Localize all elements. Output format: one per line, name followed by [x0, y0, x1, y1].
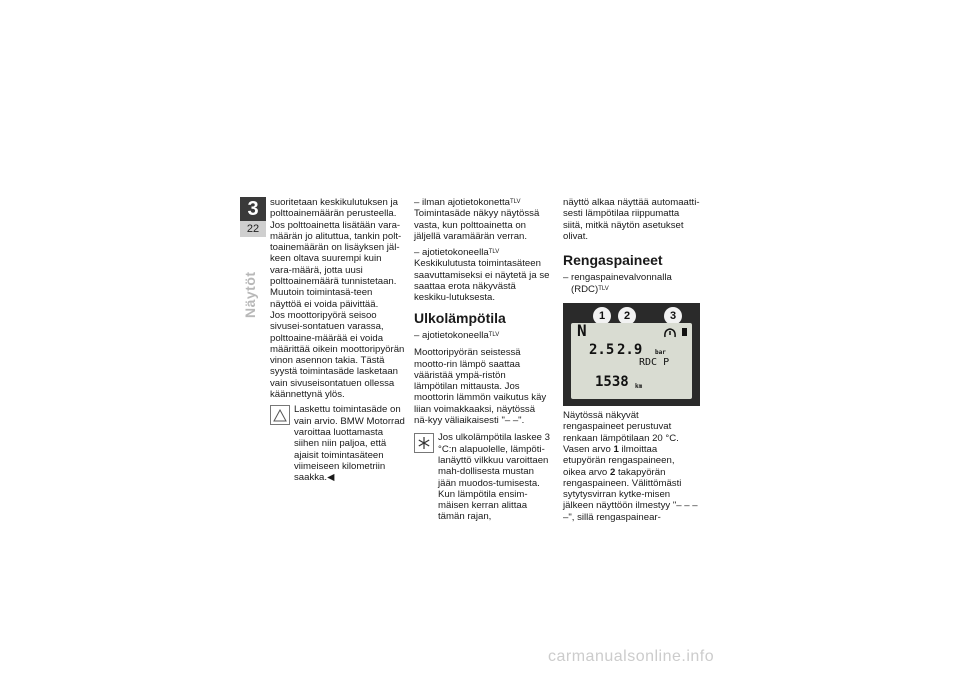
column-3 — [563, 197, 700, 523]
gear-indicator: N — [577, 321, 587, 341]
item-sup: TLV — [598, 285, 609, 292]
rdc-label: RDC P — [639, 357, 670, 369]
text-run: takapyörän rengaspaineen. Välittömästi sytytysvirran kytke-misen jälkeen näyttöön ilmestyy "– – – –", sillä rengaspainear- — [563, 466, 698, 523]
callout-3: 3 — [664, 307, 682, 325]
note-text: Jos ulkolämpötila laskee 3 °C:n alapuolelle, lämpöti-lanäyttö vilkkuu varoittaen mah-dollisesta mustan jään muodos-tumisesta. Kun lämpötila ensim-mäisen kerran alittaa tämän rajan, — [438, 432, 550, 523]
item-label: ajotietokoneella — [422, 247, 489, 259]
item-sup: TLV — [488, 331, 500, 338]
item-label: ilman ajotietokonetta — [422, 197, 510, 208]
odometer: 1538 — [595, 374, 629, 391]
rdc-display-illustration — [563, 303, 700, 406]
pressure-unit: bar — [655, 349, 666, 357]
callout-1: 1 — [593, 307, 611, 325]
column-2 — [414, 197, 551, 523]
info-triangle-icon — [270, 405, 290, 425]
section-label-text: Näytöt — [242, 271, 258, 318]
chapter-tab — [240, 197, 266, 237]
ref-2: 2 — [609, 466, 616, 478]
paragraph — [563, 410, 700, 523]
text-run: ilmoittaa etupyörän rengaspaineen, oikea arvo — [563, 443, 675, 478]
callout-2: 2 — [618, 307, 636, 325]
item-sup: TLV — [488, 249, 500, 256]
tire-warning-icon — [663, 327, 677, 342]
odometer-unit: km — [635, 383, 643, 391]
list-item: – ajotietokoneella$^{TLV}$ — [414, 329, 500, 341]
ref-1: 1 — [613, 443, 619, 455]
paragraph: Moottoripyörän seistessä mootto-rin lämpö saattaa vääristää ympä-ristön lämpötilan mittausta. Jos moottorin lämmön vaikutus käy liian voimakkaaksi, näytössä nä-kyy väliaikaisesti "– –". — [414, 347, 547, 427]
note-box — [270, 404, 405, 483]
item-sup: TLV — [510, 199, 521, 205]
chapter-number: 3 — [240, 197, 266, 221]
section-heading: Rengaspaineet — [563, 252, 663, 269]
snowflake-icon — [414, 433, 434, 453]
watermark: carmanualsonline.info — [548, 648, 715, 665]
list-item: – rengaspainevalvonnalla (RDC)$^{TLV}$ — [563, 272, 672, 295]
note-text: Laskettu toimintasäde on vain arvio. BMW Motorrad varoittaa luottamasta siihen niin paljoa, että ajaisit toimintasäteen viimeiseen kilometriin saakka.◀ — [294, 404, 405, 484]
text-run: Näytössä näkyvät rengaspaineet perustuvat renkaan lämpötilaan 20 °C. Vasen arvo — [563, 410, 679, 455]
paragraph: Toimintasäde näkyy näytössä vasta, kun polttoainetta on jäljellä varamäärän verran. — [414, 208, 540, 242]
item-label: rengaspainevalvonnalla (RDC) — [571, 272, 672, 295]
page-number: 22 — [240, 221, 266, 237]
column-1 — [270, 197, 405, 483]
paragraph: näyttö alkaa näyttää automaatti-sesti lämpötilaa riippumatta siitä, mitkä näytön asetukset olivat. — [563, 197, 700, 242]
section-heading: Ulkolämpötila — [414, 309, 506, 326]
lcd-screen — [571, 323, 692, 399]
list-item: – ilman ajotietokonetta$^{TLV}$ — [414, 197, 521, 208]
fuel-icon — [681, 327, 689, 340]
paragraph: Jos moottoripyörä seisoo sivusei-sontatuen varassa, polttoaine-määrää ei voida määrittää oikein moottoripyörän vinon asennon takia. Tästä syystä toimintasäde lasketaan vain sivuseisontatuen ollessa käännettynä ylös. — [270, 309, 405, 401]
list-item: – ajotietokoneella$^{TLV}$ — [414, 247, 500, 259]
section-label — [242, 258, 262, 318]
paragraph: suoritetaan keskikulutuksen ja polttoainemäärän perusteella. Jos polttoainetta lisätään vara-määrän jo alituttua, tankin polt-toainemäärän on lisäyksen jäl-keen oltava suurempi kuin vara-määrä, jotta uusi polttoainemäärä tunnistetaan. Muutoin toimintasä-teen näyttöä ei voida päivittää. — [270, 197, 402, 310]
note-box — [414, 432, 551, 522]
front-pressure: 2.5 — [589, 342, 615, 359]
paragraph: Keskikulutusta toimintasäteen saavuttamiseksi ei näytetä ja se saattaa erota näkyvästä keskiku-lutuksesta. — [414, 258, 550, 304]
item-label: ajotietokoneella — [422, 329, 489, 341]
rear-pressure: 2.9 — [617, 342, 643, 359]
